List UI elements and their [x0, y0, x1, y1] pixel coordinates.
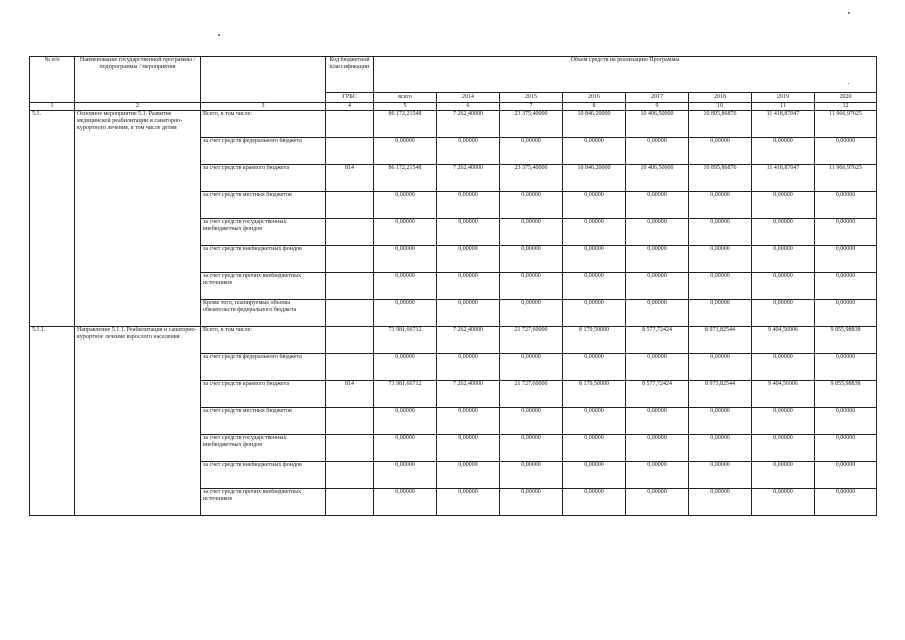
grbs-code [326, 408, 374, 435]
funding-source: за счет средств федерального бюджета [201, 354, 326, 381]
grbs-code [326, 489, 374, 516]
amount-cell: 0,00000 [437, 192, 500, 219]
column-number: 2 [75, 103, 201, 111]
amount-cell: 0,00000 [626, 354, 689, 381]
amount-cell: 11 966,97625 [815, 111, 877, 138]
amount-cell: 0,00000 [815, 192, 877, 219]
item-name: Основное мероприятие 5.1. Развитие медицинской реабилитации и санаторно-курортного лечения, в том числе детям [75, 111, 201, 327]
amount-cell: 0,00000 [752, 192, 815, 219]
header-grbs: ГРБС [326, 93, 374, 103]
amount-cell: 0,00000 [626, 192, 689, 219]
amount-cell: 0,00000 [563, 138, 626, 165]
scan-speck [848, 12, 850, 14]
amount-cell: 21 727,60000 [500, 381, 563, 408]
amount-cell: 0,00000 [563, 408, 626, 435]
grbs-code [326, 246, 374, 273]
amount-cell: 0,00000 [689, 138, 752, 165]
column-number: 1 [30, 103, 75, 111]
column-number: 9 [626, 103, 689, 111]
scan-speck [218, 34, 220, 36]
amount-cell: 11 418,87047 [752, 111, 815, 138]
amount-cell: 0,00000 [437, 489, 500, 516]
amount-cell: 21 727,60000 [500, 327, 563, 354]
funding-source: Всего, в том числе: [201, 111, 326, 138]
amount-cell: 0,00000 [563, 300, 626, 327]
column-number: 6 [437, 103, 500, 111]
amount-cell: 8 577,72424 [626, 327, 689, 354]
funding-source: Всего, в том числе: [201, 327, 326, 354]
funding-source: за счет средств внебюджетных фондов [201, 462, 326, 489]
amount-cell: 0,00000 [563, 354, 626, 381]
amount-cell: 0,00000 [500, 435, 563, 462]
amount-cell: 0,00000 [626, 462, 689, 489]
header-year: 2017 [626, 93, 689, 103]
column-number-row [30, 103, 877, 111]
amount-cell: 0,00000 [437, 246, 500, 273]
amount-cell: 0,00000 [815, 462, 877, 489]
amount-cell: 86 172,21548 [374, 165, 437, 192]
grbs-code: 814 [326, 381, 374, 408]
amount-cell: 73 981,66712 [374, 381, 437, 408]
amount-cell: 0,00000 [500, 246, 563, 273]
amount-cell: 0,00000 [689, 489, 752, 516]
header-volume: Объем средств на реализацию Программы [374, 57, 877, 93]
amount-cell: 0,00000 [563, 273, 626, 300]
amount-cell: 0,00000 [815, 489, 877, 516]
grbs-code [326, 273, 374, 300]
amount-cell: 0,00000 [563, 489, 626, 516]
funding-source: за счет средств краевого бюджета [201, 381, 326, 408]
amount-cell: 0,00000 [752, 219, 815, 246]
amount-cell: 0,00000 [689, 435, 752, 462]
amount-cell: 0,00000 [437, 408, 500, 435]
header-year: 2016 [563, 93, 626, 103]
funding-source: Кроме того, планируемые объемы обязательств федерального бюджета [201, 300, 326, 327]
amount-cell: 0,00000 [374, 435, 437, 462]
amount-cell: 0,00000 [752, 354, 815, 381]
amount-cell: 0,00000 [752, 408, 815, 435]
amount-cell: 0,00000 [374, 273, 437, 300]
header-year: 2019 [752, 93, 815, 103]
amount-cell: 0,00000 [374, 489, 437, 516]
header-year: всего [374, 93, 437, 103]
amount-cell: 0,00000 [626, 219, 689, 246]
amount-cell: 0,00000 [374, 462, 437, 489]
grbs-code [326, 462, 374, 489]
amount-cell: 0,00000 [500, 408, 563, 435]
amount-cell: 0,00000 [563, 462, 626, 489]
amount-cell: 10 846,20000 [563, 165, 626, 192]
header-name: Наименование государственной программы / подпрограммы / мероприятия [75, 57, 201, 103]
amount-cell: 0,00000 [626, 300, 689, 327]
column-number: 3 [201, 103, 326, 111]
amount-cell: 0,00000 [815, 408, 877, 435]
amount-cell: 0,00000 [374, 408, 437, 435]
amount-cell: 9 404,56906 [752, 381, 815, 408]
amount-cell: 0,00000 [500, 192, 563, 219]
funding-source: за счет средств прочих внебюджетных источников [201, 273, 326, 300]
amount-cell: 0,00000 [815, 138, 877, 165]
header-year: 2014 [437, 93, 500, 103]
grbs-code [326, 327, 374, 354]
amount-cell: 0,00000 [815, 219, 877, 246]
budget-table [29, 56, 877, 516]
amount-cell: 0,00000 [752, 138, 815, 165]
amount-cell: 0,00000 [626, 138, 689, 165]
funding-source: за счет средств краевого бюджета [201, 165, 326, 192]
amount-cell: 0,00000 [689, 300, 752, 327]
amount-cell: 9 855,98838 [815, 381, 877, 408]
grbs-code: 814 [326, 165, 374, 192]
amount-cell: 0,00000 [437, 138, 500, 165]
column-number: 8 [563, 103, 626, 111]
header-num: № п/п [30, 57, 75, 103]
grbs-code [326, 192, 374, 219]
header-code: Код бюджетной классификации [326, 57, 374, 93]
funding-source: за счет средств государственных внебюджетных фондов [201, 219, 326, 246]
amount-cell: 0,00000 [815, 354, 877, 381]
grbs-code [326, 354, 374, 381]
column-number: 12 [815, 103, 877, 111]
amount-cell: 11 966,97625 [815, 165, 877, 192]
amount-cell: 0,00000 [500, 138, 563, 165]
amount-cell: 0,00000 [563, 246, 626, 273]
column-number: 11 [752, 103, 815, 111]
amount-cell: 0,00000 [374, 219, 437, 246]
amount-cell: 73 981,66712 [374, 327, 437, 354]
amount-cell: 0,00000 [689, 219, 752, 246]
amount-cell: 0,00000 [689, 192, 752, 219]
amount-cell: 0,00000 [626, 435, 689, 462]
grbs-code [326, 111, 374, 138]
amount-cell: 0,00000 [752, 489, 815, 516]
amount-cell: 0,00000 [626, 408, 689, 435]
amount-cell: 0,00000 [500, 489, 563, 516]
amount-cell: 0,00000 [689, 354, 752, 381]
amount-cell: 0,00000 [752, 273, 815, 300]
amount-cell: 0,00000 [752, 462, 815, 489]
funding-source: за счет средств прочих внебюджетных источников [201, 489, 326, 516]
amount-cell: 0,00000 [437, 300, 500, 327]
amount-cell: 11 418,87047 [752, 165, 815, 192]
amount-cell: 7 262,40000 [437, 165, 500, 192]
row-index: 5.1. [30, 111, 75, 327]
grbs-code [326, 219, 374, 246]
row-index: 5.1.1. [30, 327, 75, 516]
column-number: 7 [500, 103, 563, 111]
table-row [30, 111, 877, 138]
amount-cell: 10 846,20000 [563, 111, 626, 138]
amount-cell: 9 404,56906 [752, 327, 815, 354]
amount-cell: 9 855,98838 [815, 327, 877, 354]
funding-source: за счет средств федерального бюджета [201, 138, 326, 165]
amount-cell: 7 262,40000 [437, 111, 500, 138]
table-row [30, 327, 877, 354]
amount-cell: 0,00000 [500, 219, 563, 246]
amount-cell: 0,00000 [500, 462, 563, 489]
amount-cell: 8 973,82544 [689, 381, 752, 408]
item-name: Направление 5.1.1. Реабилитация и санаторно-курортное лечение взрослого населения [75, 327, 201, 516]
amount-cell: 0,00000 [815, 273, 877, 300]
amount-cell: 0,00000 [752, 435, 815, 462]
amount-cell: 8 973,82544 [689, 327, 752, 354]
amount-cell: 7 262,40000 [437, 381, 500, 408]
amount-cell: 0,00000 [563, 192, 626, 219]
amount-cell: 0,00000 [626, 489, 689, 516]
amount-cell: 0,00000 [815, 246, 877, 273]
amount-cell: 0,00000 [374, 300, 437, 327]
amount-cell: 0,00000 [752, 300, 815, 327]
amount-cell: 0,00000 [563, 219, 626, 246]
amount-cell: 0,00000 [626, 273, 689, 300]
amount-cell: 8 179,50000 [563, 381, 626, 408]
funding-source: за счет средств местных бюджетов [201, 192, 326, 219]
header-year: 2020 [815, 93, 877, 103]
amount-cell: 0,00000 [374, 354, 437, 381]
amount-cell: 10 895,86876 [689, 165, 752, 192]
amount-cell: 0,00000 [689, 462, 752, 489]
grbs-code [326, 138, 374, 165]
column-number: 5 [374, 103, 437, 111]
amount-cell: 23 375,40000 [500, 165, 563, 192]
amount-cell: 8 577,72424 [626, 381, 689, 408]
amount-cell: 0,00000 [500, 273, 563, 300]
amount-cell: 0,00000 [437, 354, 500, 381]
header-year: 2015 [500, 93, 563, 103]
amount-cell: 0,00000 [689, 246, 752, 273]
amount-cell: 0,00000 [437, 462, 500, 489]
amount-cell: 86 172,21548 [374, 111, 437, 138]
funding-source: за счет средств местных бюджетов [201, 408, 326, 435]
amount-cell: 0,00000 [815, 300, 877, 327]
amount-cell: 10 406,50000 [626, 165, 689, 192]
amount-cell: 0,00000 [437, 273, 500, 300]
funding-source: за счет средств государственных внебюджетных фондов [201, 435, 326, 462]
header-year: 2018 [689, 93, 752, 103]
grbs-code [326, 435, 374, 462]
amount-cell: 0,00000 [752, 246, 815, 273]
amount-cell: 0,00000 [374, 138, 437, 165]
amount-cell: 0,00000 [437, 219, 500, 246]
amount-cell: 0,00000 [500, 354, 563, 381]
amount-cell: 0,00000 [563, 435, 626, 462]
amount-cell: 0,00000 [689, 273, 752, 300]
amount-cell: 8 179,50000 [563, 327, 626, 354]
column-number: 4 [326, 103, 374, 111]
header-source [201, 57, 326, 103]
grbs-code [326, 300, 374, 327]
amount-cell: 10 895,86876 [689, 111, 752, 138]
table-body [30, 111, 877, 516]
amount-cell: 0,00000 [689, 408, 752, 435]
funding-source: за счет средств внебюджетных фондов [201, 246, 326, 273]
amount-cell: 0,00000 [815, 435, 877, 462]
table-header [30, 57, 877, 111]
amount-cell: 10 406,50000 [626, 111, 689, 138]
amount-cell: 0,00000 [626, 246, 689, 273]
amount-cell: 0,00000 [437, 435, 500, 462]
amount-cell: 0,00000 [374, 246, 437, 273]
amount-cell: 0,00000 [374, 192, 437, 219]
amount-cell: 7 262,40000 [437, 327, 500, 354]
amount-cell: 0,00000 [500, 300, 563, 327]
column-number: 10 [689, 103, 752, 111]
amount-cell: 23 375,40000 [500, 111, 563, 138]
